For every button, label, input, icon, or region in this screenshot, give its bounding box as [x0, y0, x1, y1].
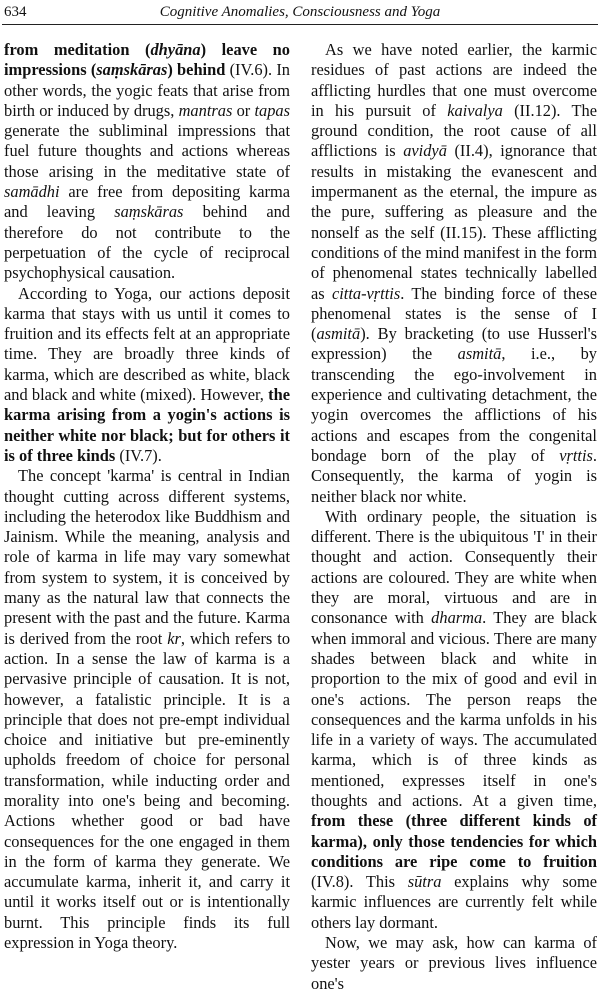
bold-sutra-text: ) leave no impressions ( — [4, 40, 290, 80]
paragraph-6 — [311, 933, 597, 994]
text-run: behind and therefore do not contribute to the perpetuation of the cycle of reciprocal psychophysical causation. — [4, 202, 290, 283]
text-run: (IV.8). This — [311, 872, 408, 892]
text-run: ). By bracketing (to use Husserl's expression) the — [311, 324, 597, 364]
text-run: are free from depositing karma and leaving — [4, 182, 290, 222]
italic-term: avidyā — [403, 141, 447, 161]
text-run: . Consequently, the karma of yogin is neither black nor white. — [311, 445, 597, 506]
text-run: or — [232, 100, 255, 120]
text-run: generate the subliminal impressions that fuel future thoughts and actions whereas those arising in the meditative state of — [4, 121, 290, 181]
text-run: As we have noted earlier, the karmic residues of past actions are indeed the afflicting hurdles that one must overcome in his pursuit of — [311, 40, 597, 120]
paragraph-2 — [4, 284, 290, 467]
italic-term: sūtra — [407, 872, 442, 892]
text-run: The concept 'karma' is central in Indian thought cutting across different systems, including the heterodox like Buddhism and Jainism. While the meaning, analysis and role of karma in life may vary somewhat from system to system, it is conceived by many as the natural law that connects the present with the past and the future. Karma is derived from the root — [4, 466, 290, 648]
paragraph-3 — [4, 466, 290, 953]
bold-sutra-text: from meditation ( — [4, 40, 151, 59]
text-run: . They are black when immoral and vicious. There are many shades between black and white in proportion to the mix of good and evil in one's actions. The person reaps the consequences and the karma unfolds in his life in a variety of ways. The accumulated karma, which is of three kinds as mentioned, expresses itself in one's thoughts and actions. At a given time, — [311, 608, 597, 810]
italic-term: citta-vṛttis — [331, 283, 401, 303]
bold-sutra-text: from these (three different kinds of karma), only those tendencies for which conditions are ripe come to fruition — [311, 811, 597, 871]
italic-term: saṃskāras — [114, 202, 184, 222]
text-run: , which refers to action. In a sense the law of karma is a pervasive principle of causation. It is not, however, a fatalistic principle. It is a principle that does not pre-empt individual choice and initiative but pre-eminently upholds freedom of choice for personal transformation, while inducting order and morality into one's being and becoming. Actions whether good or bad have consequences for the one engaged in them in the form of karma they generate. We accumulate karma, inherit it, and carry it until it works itself out or is intentionally burnt. This principle finds its full expression in Yoga theory. — [4, 628, 291, 953]
text-run: (IV.6). In other words, the yogic feats that arise from birth or induced by drugs, — [4, 60, 290, 120]
italic-term: mantras — [178, 100, 233, 120]
text-run: (II.12). The ground condition, the root cause of all afflictions is — [311, 100, 597, 161]
text-run: explains why some karmic influences are currently felt while others lay dormant. — [311, 872, 597, 932]
running-title: Cognitive Anomalies, Consciousness and Yoga — [159, 4, 441, 20]
bold-sutra-text: dhyāna — [150, 40, 201, 59]
text-run: , i.e., by transcending the ego-involvement in experience and cultivating detachment, the yogin overcomes the afflictions of his actions and escapes from the congenital bondage born of the play of — [311, 344, 597, 465]
text-run: (II.4), ignorance that results in mistaking the evanescent and impermanent as the eternal, the impure as the pure, suffering as pleasure and the nonself as the self (II.15). These afflicting conditions of the mind manifest in the form of phenomenal states technically labelled as — [311, 141, 597, 303]
bold-sutra-text: saṃskāras — [96, 60, 168, 80]
italic-term: tapas — [254, 100, 290, 120]
left-column — [4, 40, 290, 953]
text-run: With ordinary people, the situation is different. There is the ubiquitous 'I' in their thought and action. Consequently their actions are coloured. They are white when they are moral, virtuous and are in consonance with — [311, 506, 597, 628]
text-run: (IV.7). — [115, 445, 162, 465]
paragraph-5 — [311, 507, 597, 933]
text-run: According to Yoga, our actions deposit karma that stays with us until it comes to fruition and its effects felt at an appropriate time. They are broadly three kinds of karma, which are described as white, black and black and white (mixed). However, — [4, 283, 290, 405]
right-column — [311, 40, 597, 994]
text-run: . The binding force of these phenomenal states is the sense of I ( — [311, 283, 597, 344]
paragraph-4 — [311, 40, 597, 507]
bold-sutra-text: the karma arising from a yogin's actions is neither white nor black; but for others it is of three kinds — [4, 385, 290, 465]
italic-term: asmitā — [316, 324, 361, 344]
bold-sutra-text: ) behind — [167, 60, 226, 80]
page-number: 634 — [4, 4, 27, 20]
italic-term: asmitā — [457, 344, 502, 364]
paragraph-1 — [4, 40, 290, 284]
italic-term: kaivalya — [447, 100, 503, 120]
text-run: Now, we may ask, how can karma of yester years or previous lives influence one's — [311, 933, 597, 993]
page-header — [2, 2, 598, 25]
italic-term: samādhi — [4, 182, 60, 202]
italic-term: kr — [167, 628, 181, 648]
italic-term: dharma — [431, 608, 483, 628]
italic-term: vṛttis — [559, 445, 593, 465]
